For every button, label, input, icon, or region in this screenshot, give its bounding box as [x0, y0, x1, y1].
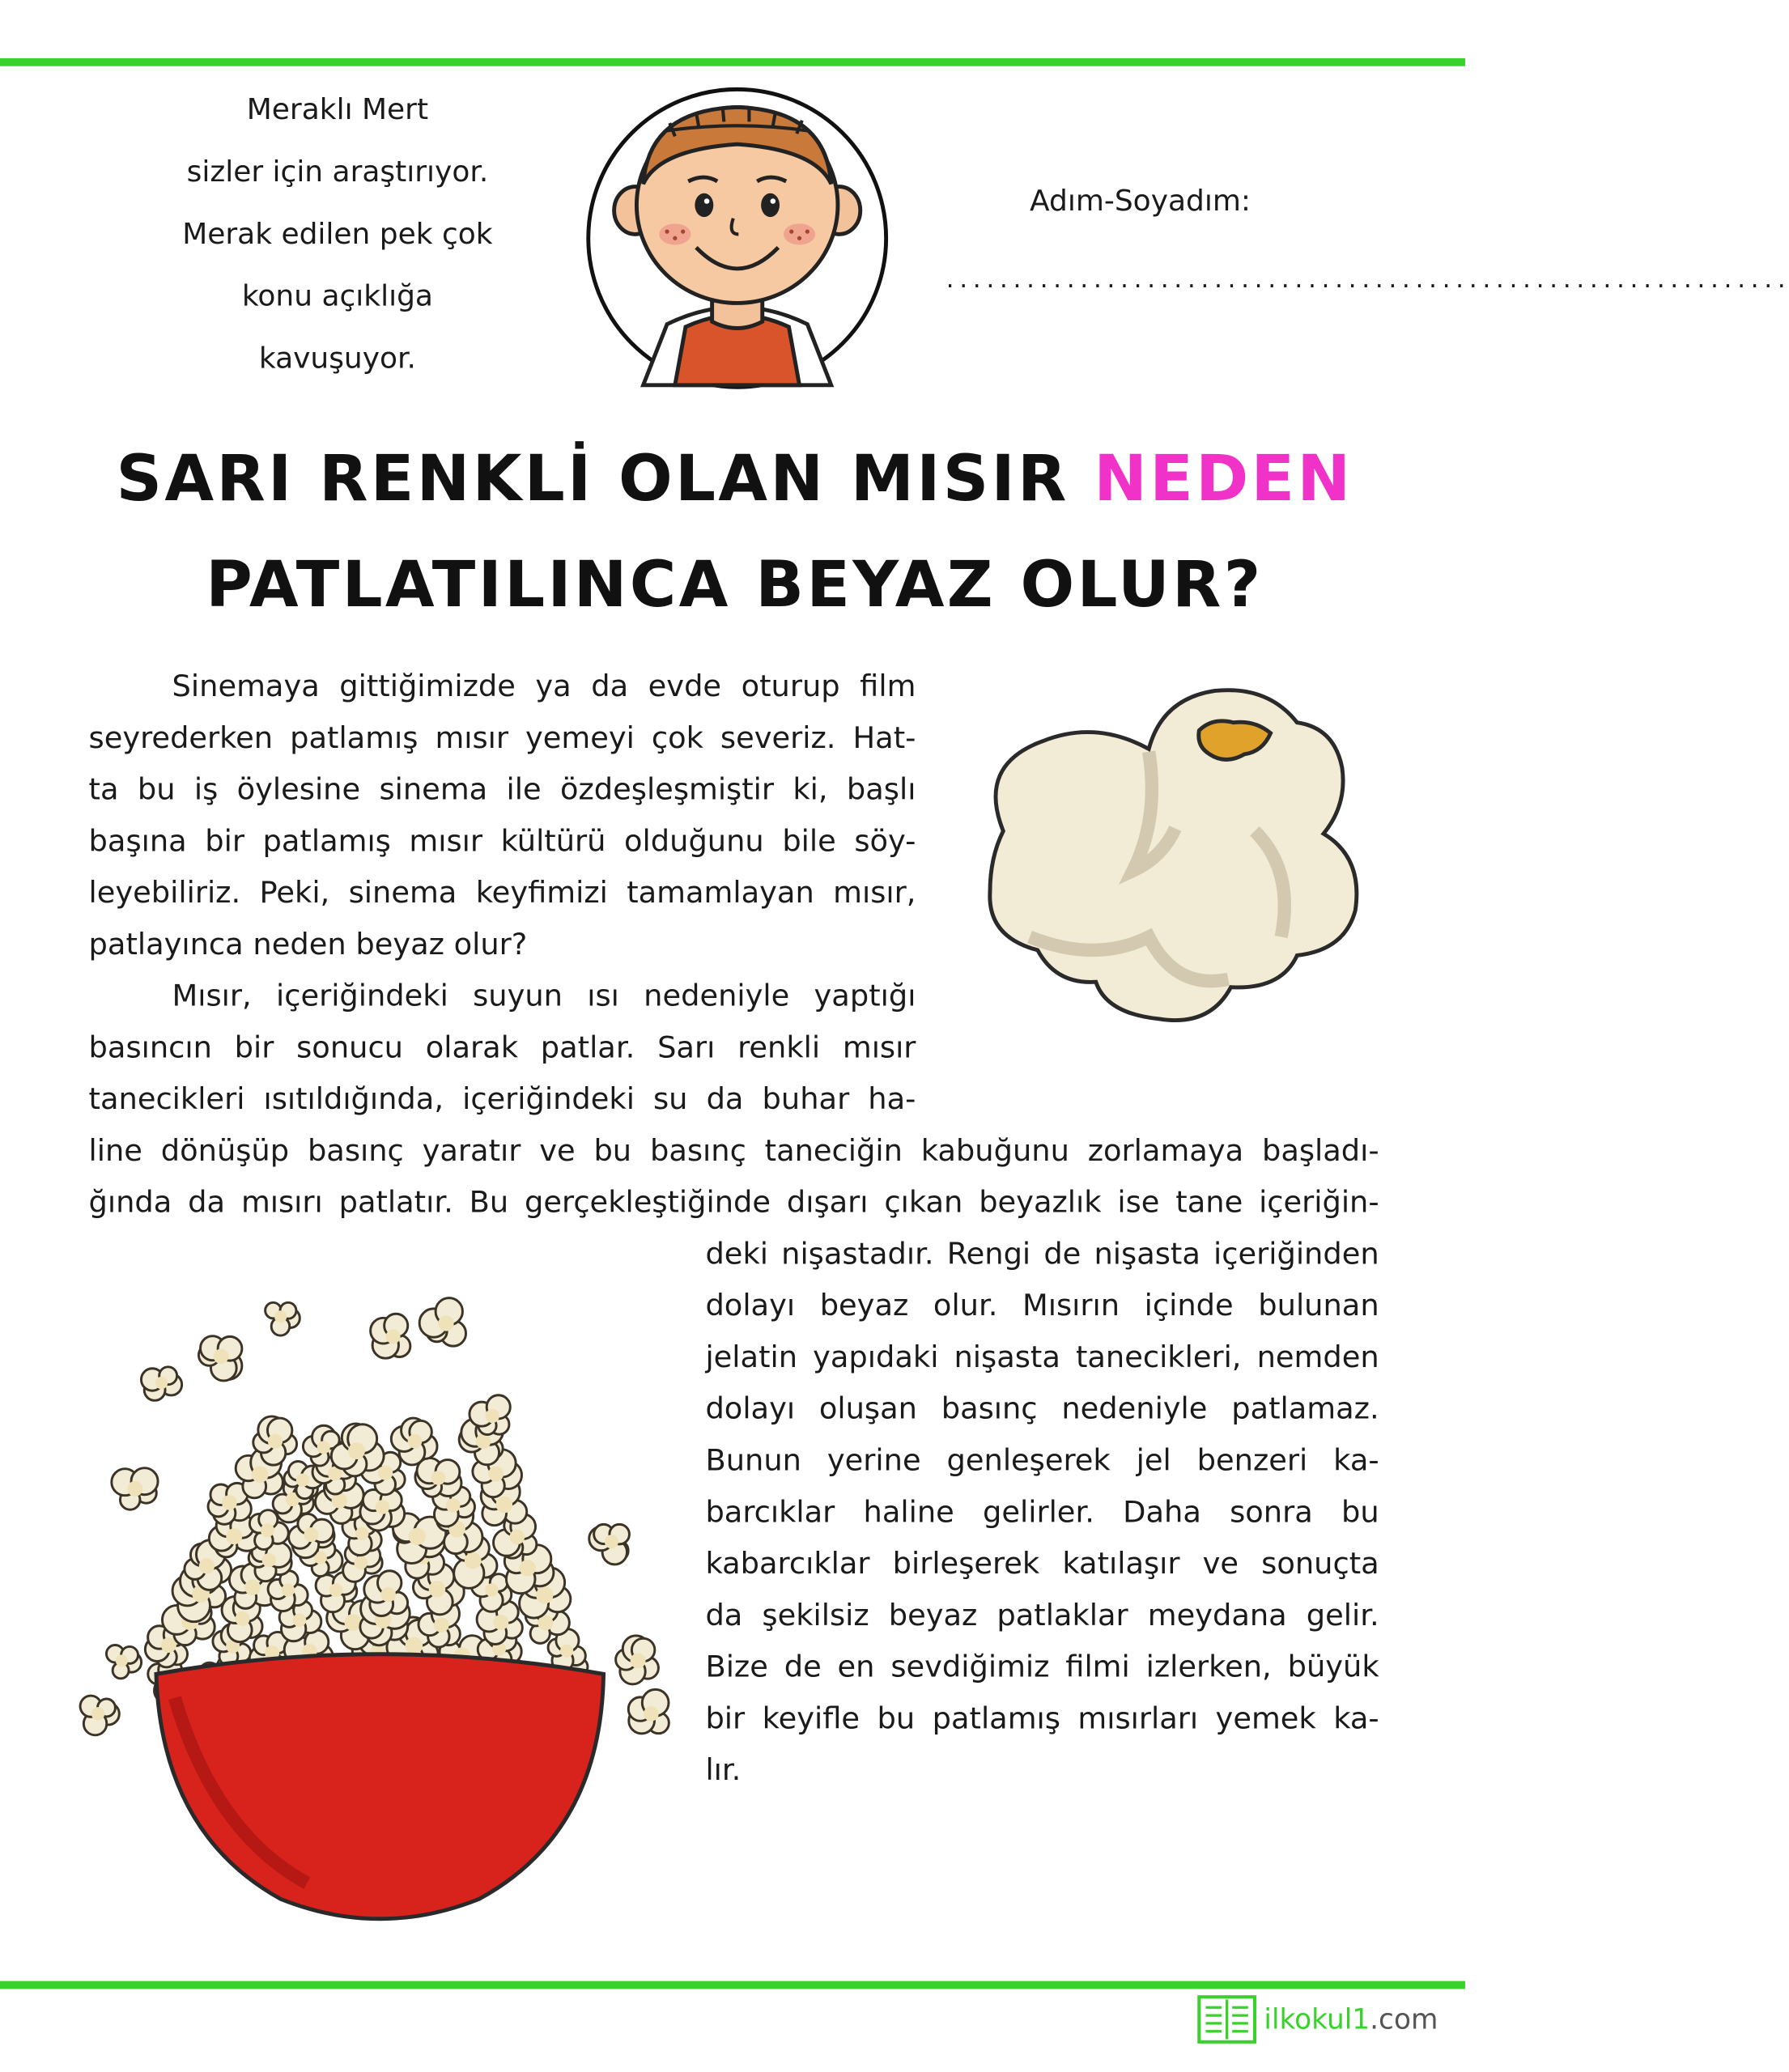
popcorn-kernel	[616, 1636, 659, 1684]
body-line: ta bu iş öylesine sinema ile özdeşleşmiştir ki, başlı	[88, 772, 916, 808]
popcorn-kernel	[331, 1424, 384, 1476]
top-divider	[0, 58, 1465, 66]
title-line-1-text: SARI RENKLİ OLAN MISIR	[116, 442, 1094, 516]
brand-domain-suffix: .com	[1370, 2003, 1438, 2036]
popcorn-kernel	[419, 1298, 465, 1347]
body-line: seyrederken patlamış mısır yemeyi çok severiz. Hat-	[88, 721, 916, 756]
body-line: da şekilsiz beyaz patlaklar meydana gelir.	[705, 1599, 1379, 1633]
popcorn-kernel	[628, 1689, 669, 1733]
body-line: basıncın bir sonucu olarak patlar. Sarı renkli mısır	[88, 1030, 916, 1066]
body-line: Bize de en sevdiğimiz filmi izlerken, büyük	[705, 1650, 1379, 1685]
body-line: patlayınca neden beyaz olur?	[88, 928, 528, 962]
body-line: lır.	[705, 1753, 742, 1788]
popcorn-kernel	[360, 1489, 405, 1531]
body-line: barcıklar haline gelirler. Daha sonra bu	[705, 1495, 1379, 1531]
popcorn-kernel	[415, 1458, 461, 1497]
popcorn-kernel-image	[950, 673, 1374, 1069]
body-line: Mısır, içeriğindeki suyun ısı nedeniyle yaptığı	[172, 979, 916, 1014]
body-line: line dönüşüp basınç yaratır ve bu basınç taneciğin kabuğunu zorlamaya başladı-	[88, 1134, 1379, 1169]
intro-line: Meraklı Mert	[246, 94, 429, 127]
popcorn-kernel	[141, 1367, 181, 1401]
popcorn-kernel	[589, 1524, 630, 1565]
bottom-divider	[0, 1981, 1465, 1989]
body-line: bir keyifle bu patlamış mısırları yemek ka-	[705, 1701, 1379, 1737]
body-line: başına bir patlamış mısır kültürü olduğunu bile söy-	[88, 824, 916, 860]
intro-text	[133, 79, 543, 390]
page-title	[79, 426, 1390, 638]
mascot-boy-illustration	[590, 91, 884, 385]
popcorn-kernel	[112, 1468, 158, 1510]
mascot-portrait	[586, 87, 888, 389]
intro-line: Merak edilen pek çok	[182, 218, 493, 252]
title-line-2: PATLATILINCA BEYAZ OLUR?	[206, 547, 1264, 622]
brand-name-text: ilkokul1	[1264, 2003, 1370, 2036]
popcorn-kernel	[106, 1645, 141, 1678]
popcorn-kernel	[364, 1571, 408, 1616]
brand-logo	[1198, 1996, 1438, 2044]
popcorn-kernel	[198, 1336, 241, 1381]
popcorn-kernel	[266, 1302, 300, 1335]
title-highlight-word: NEDEN	[1094, 442, 1353, 516]
body-line: ğında da mısırı patlatır. Bu gerçekleştiğinde dışarı çıkan beyazlık ise tane içeriğin-	[88, 1185, 1379, 1221]
body-line: deki nişastadır. Rengi de nişasta içeriğinden	[705, 1237, 1379, 1272]
name-surname-field[interactable]: ...............................................................	[943, 267, 1789, 293]
body-line: leyebiliriz. Peki, sinema keyfimizi tamamlayan mısır,	[88, 876, 916, 911]
brand-name	[1264, 2003, 1438, 2035]
popcorn-kernel	[371, 1314, 410, 1358]
intro-line: konu açıklığa	[241, 280, 433, 314]
intro-line: sizler için araştırıyor.	[186, 155, 489, 189]
body-line: dolayı oluşan basınç nedeniyle patlamaz.	[705, 1392, 1379, 1427]
body-line: tanecikleri ısıtıldığında, içeriğindeki su da buhar ha-	[88, 1082, 916, 1117]
name-surname-label: Adım-Soyadım:	[1030, 185, 1251, 219]
popcorn-kernel	[80, 1696, 119, 1735]
body-line: jelatin yapıdaki nişasta tanecikleri, nemden	[705, 1340, 1379, 1375]
body-line: dolayı beyaz olur. Mısırın içinde bulunan	[705, 1289, 1379, 1323]
popcorn-bowl-illustration	[82, 1277, 678, 1944]
body-line: Bunun yerine genleşerek jel benzeri ka-	[705, 1443, 1379, 1479]
intro-line: kavuşuyor.	[258, 342, 416, 376]
book-icon	[1198, 1996, 1256, 2044]
popcorn-bowl	[156, 1654, 604, 1919]
popcorn-kernel-illustration	[950, 673, 1374, 1075]
body-line: Sinemaya gittiğimizde ya da evde oturup film	[172, 669, 916, 704]
popcorn-bowl-image	[82, 1277, 678, 1938]
body-line: kabarcıklar birleşerek katılaşır ve sonuçta	[705, 1547, 1379, 1582]
title-line-1	[79, 426, 1390, 532]
